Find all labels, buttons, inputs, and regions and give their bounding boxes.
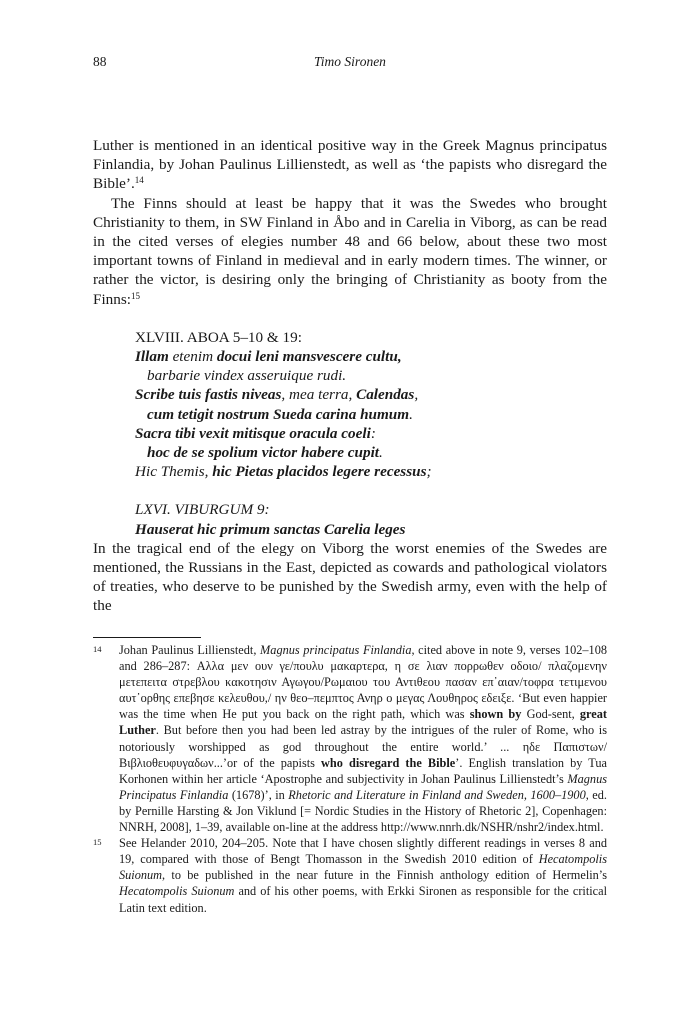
verse-line: cum tetigit nostrum Sueda carina humum. (147, 405, 413, 423)
footnote-14: 14 Johan Paulinus Lillienstedt, Magnus principatus Finlandia, cited above in note 9, verses 102–108 and 286–287: Αλλα μεν ουν γε/πουλυ μακαρτερα, η σε λιαν πορρωθεν οδοιο/ πλαζομενην μετεπειτα στρεβλου κακοτησιν Αγωγου/Ρωμαιου του Αντιθεου πασαν επ᾽αιαν/τοφρα τετιμενου αυτ᾽ορθης επεβησε κελευθου,/ ην θεο–πεμπτος Ανηρ ο μεγας Λουθηρος εδειξε. ‘But even happier was the time when He put you back on the right path, which was shown by God-sent, great Luther. But before then you had been led astray by the intrigues of the ruler of Rome, who is notoriously worshipped as god throughout the entire world.’ ... ηδε Παπιστων/Βιβλιοθευφυγαδων...’or of the papists who disregard the Bible’. English translation by Tua Korhonen within her article ‘Apostrophe and subjectivity in Johan Paulinus Lillienstedt’s Magnus Principatus Finlandia (1678)’, in Rhetoric and Literature in Finland and Sweden, 1600–1900, ed. by Pernille Harsting & Jon Viklund [= Nordic Studies in the History of Rhetoric 2], Copenhagen: NNRH, 2008], 1–39, available on-line at the address http://www.nnrh.dk/NSHR/nshr2/index.html. (93, 643, 607, 835)
verse-heading: XLVIII. ABOA 5–10 & 19: (135, 328, 302, 346)
verse-block-aboa (135, 328, 607, 539)
footnote-ref-14: 14 (134, 175, 144, 186)
verse-line: hoc de se spolium victor habere cupit. (147, 444, 383, 462)
page-header (93, 54, 607, 74)
footnote-number: 15 (93, 837, 102, 848)
running-head: Timo Sironen (314, 54, 386, 69)
verse-heading: LXVI. VIBURGUM 9: (135, 501, 270, 519)
page-number: 88 (93, 54, 107, 69)
verse-line: barbarie vindex asseruique rudi. (147, 367, 347, 385)
paragraph-3: In the tragical end of the elegy on Viborg the worst enemies of the Swedes are mentioned, the Russians in the East, depicted as cowards and pathological violators of treaties, who deserve to be punished by the Swedish army, even with the help of the (93, 539, 607, 615)
verse-line: Illam etenim docui leni mansvescere cultu, (135, 348, 402, 366)
paragraph-2: The Finns should at least be happy that it was the Swedes who brought Christianity to them, in SW Finland in Åbo and in Carelia in Viborg, as can be read in the cited verses of elegies number 48 and 66 below, about these two most important towns of Finland in medieval and in early modern times. The winner, or rather the victor, is desiring only the bringing of Christianity as booty from the Finns:$^{15}$ (93, 194, 607, 308)
footnote-15: 15 See Helander 2010, 204–205. Note that I have chosen slightly different readings in verses 8 and 19, compared with those of Bengt Thomasson in the Swedish 2010 edition of Hecatompolis Suionum, to be published in the near future in the Finnish anthology edition of Hermelin’s Hecatompolis Suionum and of his other poems, with Erkki Sironen as responsible for the critical Latin text edition. (93, 836, 608, 915)
verse-line: Hauserat hic primum sanctas Carelia leges (135, 520, 406, 538)
verse-line: Hic Themis, hic Pietas placidos legere recessus; (135, 463, 432, 481)
footnote-ref-15: 15 (130, 290, 140, 301)
footnote-number: 14 (93, 644, 102, 654)
paragraph-1: Luther is mentioned in an identical positive way in the Greek Magnus principatus Finlandia, by Johan Paulinus Lillienstedt, as well as ‘the papists who disregard the Bible’.$^{14}$ (93, 137, 607, 193)
verse-line: Sacra tibi vexit mitisque oracula coeli: (135, 424, 376, 442)
main-text (93, 136, 607, 616)
verse-line: Scribe tuis fastis niveas, mea terra, Calendas, (135, 386, 419, 404)
footnotes (93, 642, 607, 916)
footnote-separator (93, 637, 201, 638)
